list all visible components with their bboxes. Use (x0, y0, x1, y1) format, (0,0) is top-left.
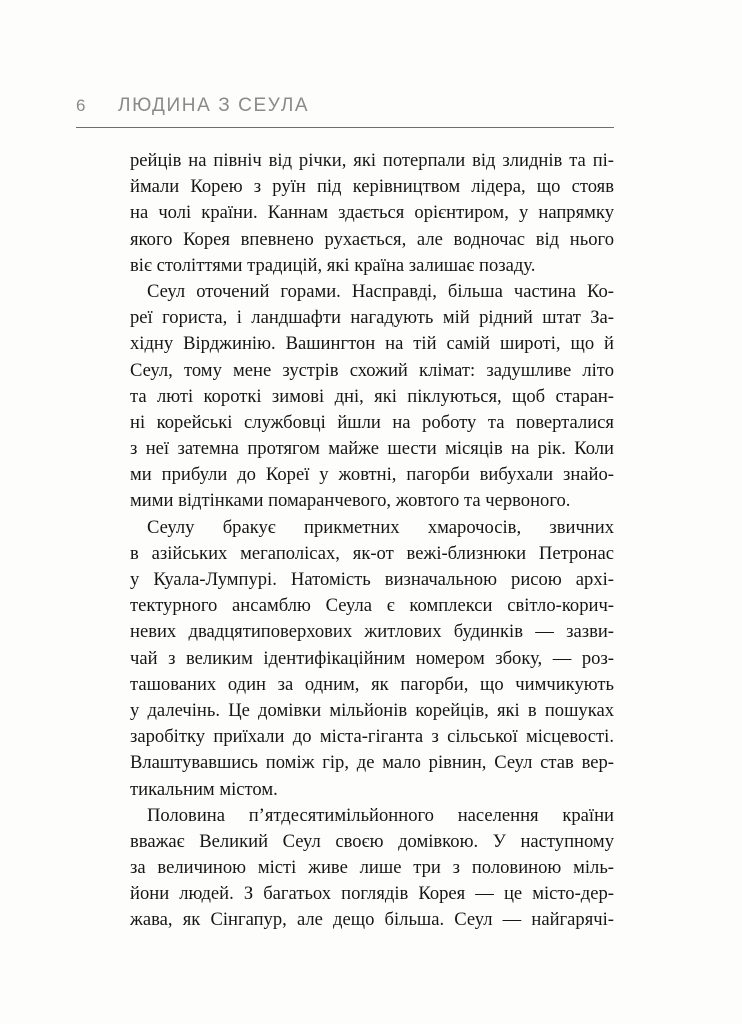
text-line: віє століттями традицій, які країна залишає позаду. (130, 254, 536, 276)
text-line: ймали Корею з руїн під керівництвом лідера, що стояв (130, 176, 614, 198)
text-line: Сеул, тому мене зустрів схожий клімат: задушливе літо (130, 359, 614, 381)
text-line: в азійських мегаполісах, як-от вежі-близнюки Петронас (130, 542, 614, 564)
text-line: невих двадцятиповерхових житлових будинків — зазви- (130, 621, 614, 643)
paragraph (130, 279, 614, 515)
text-line: ми прибули до Кореї у жовтні, пагорби вибухали знайо- (130, 464, 614, 486)
text-line: вважає Великий Сеул своєю домівкою. У наступному (130, 830, 614, 852)
paragraph (130, 515, 614, 803)
text-line: йони людей. З багатьох поглядів Корея — це місто-дер- (130, 883, 614, 905)
text-line: тектурного ансамблю Сеула є комплекси світло-корич- (130, 595, 614, 617)
text-line: чай з великим ідентифікаційним номером збоку, — роз- (130, 647, 614, 669)
header-rule (76, 127, 614, 128)
paragraph (130, 148, 614, 279)
text-line: ні корейські службовці йшли на роботу та поверталися (130, 411, 614, 433)
text-line: рейців на північ від річки, які потерпали від злиднів та пі- (130, 150, 614, 171)
text-line: тикальним містом. (130, 778, 278, 800)
body-text (130, 148, 614, 934)
text-line: у далечінь. Це домівки мільйонів корейців, які в пошуках (130, 699, 614, 721)
page-number: 6 (76, 96, 86, 115)
text-line: та люті короткі зимові дні, які піклуються, щоб старан- (130, 385, 614, 407)
text-line: заробітку приїхали до міста-гіганта з сільської місцевості. (130, 726, 614, 748)
text-line: реї гориста, і ландшафти нагадують мій рідний штат За- (130, 307, 614, 329)
text-line: Сеулу бракує прикметних хмарочосів, звичних (147, 516, 614, 538)
text-line: жава, як Сінгапур, але дещо більша. Сеул — найгарячі- (130, 909, 614, 931)
text-line: хідну Вірджинію. Вашингтон на тій самій широті, що й (130, 333, 614, 355)
text-line: на чолі країни. Каннам здається орієнтиром, у напрямку (130, 202, 614, 224)
text-line: мими відтінками помаранчевого, жовтого та червоного. (130, 490, 571, 512)
text-line: ташованих один за одним, як пагорби, що чимчикують (130, 673, 614, 695)
text-line: якого Корея впевнено рухається, але водночас від нього (130, 228, 614, 250)
running-head (76, 95, 616, 119)
text-line: за величиною місті живе лише три з половиною міль- (130, 857, 614, 879)
text-line: Сеул оточений горами. Насправді, більша частина Ко- (147, 280, 614, 302)
text-line: у Куала-Лумпурі. Натомість визначальною рисою архі- (130, 569, 614, 590)
paragraph (130, 803, 614, 934)
text-line: з неї затемна протягом майже шести місяців на рік. Коли (130, 438, 614, 460)
chapter-title: ЛЮДИНА З СЕУЛА (118, 95, 310, 116)
text-line: Влаштувавшись поміж гір, де мало рівнин, Сеул став вер- (130, 752, 614, 774)
text-line: Половина п’ятдесятимільйонного населення країни (147, 804, 614, 826)
